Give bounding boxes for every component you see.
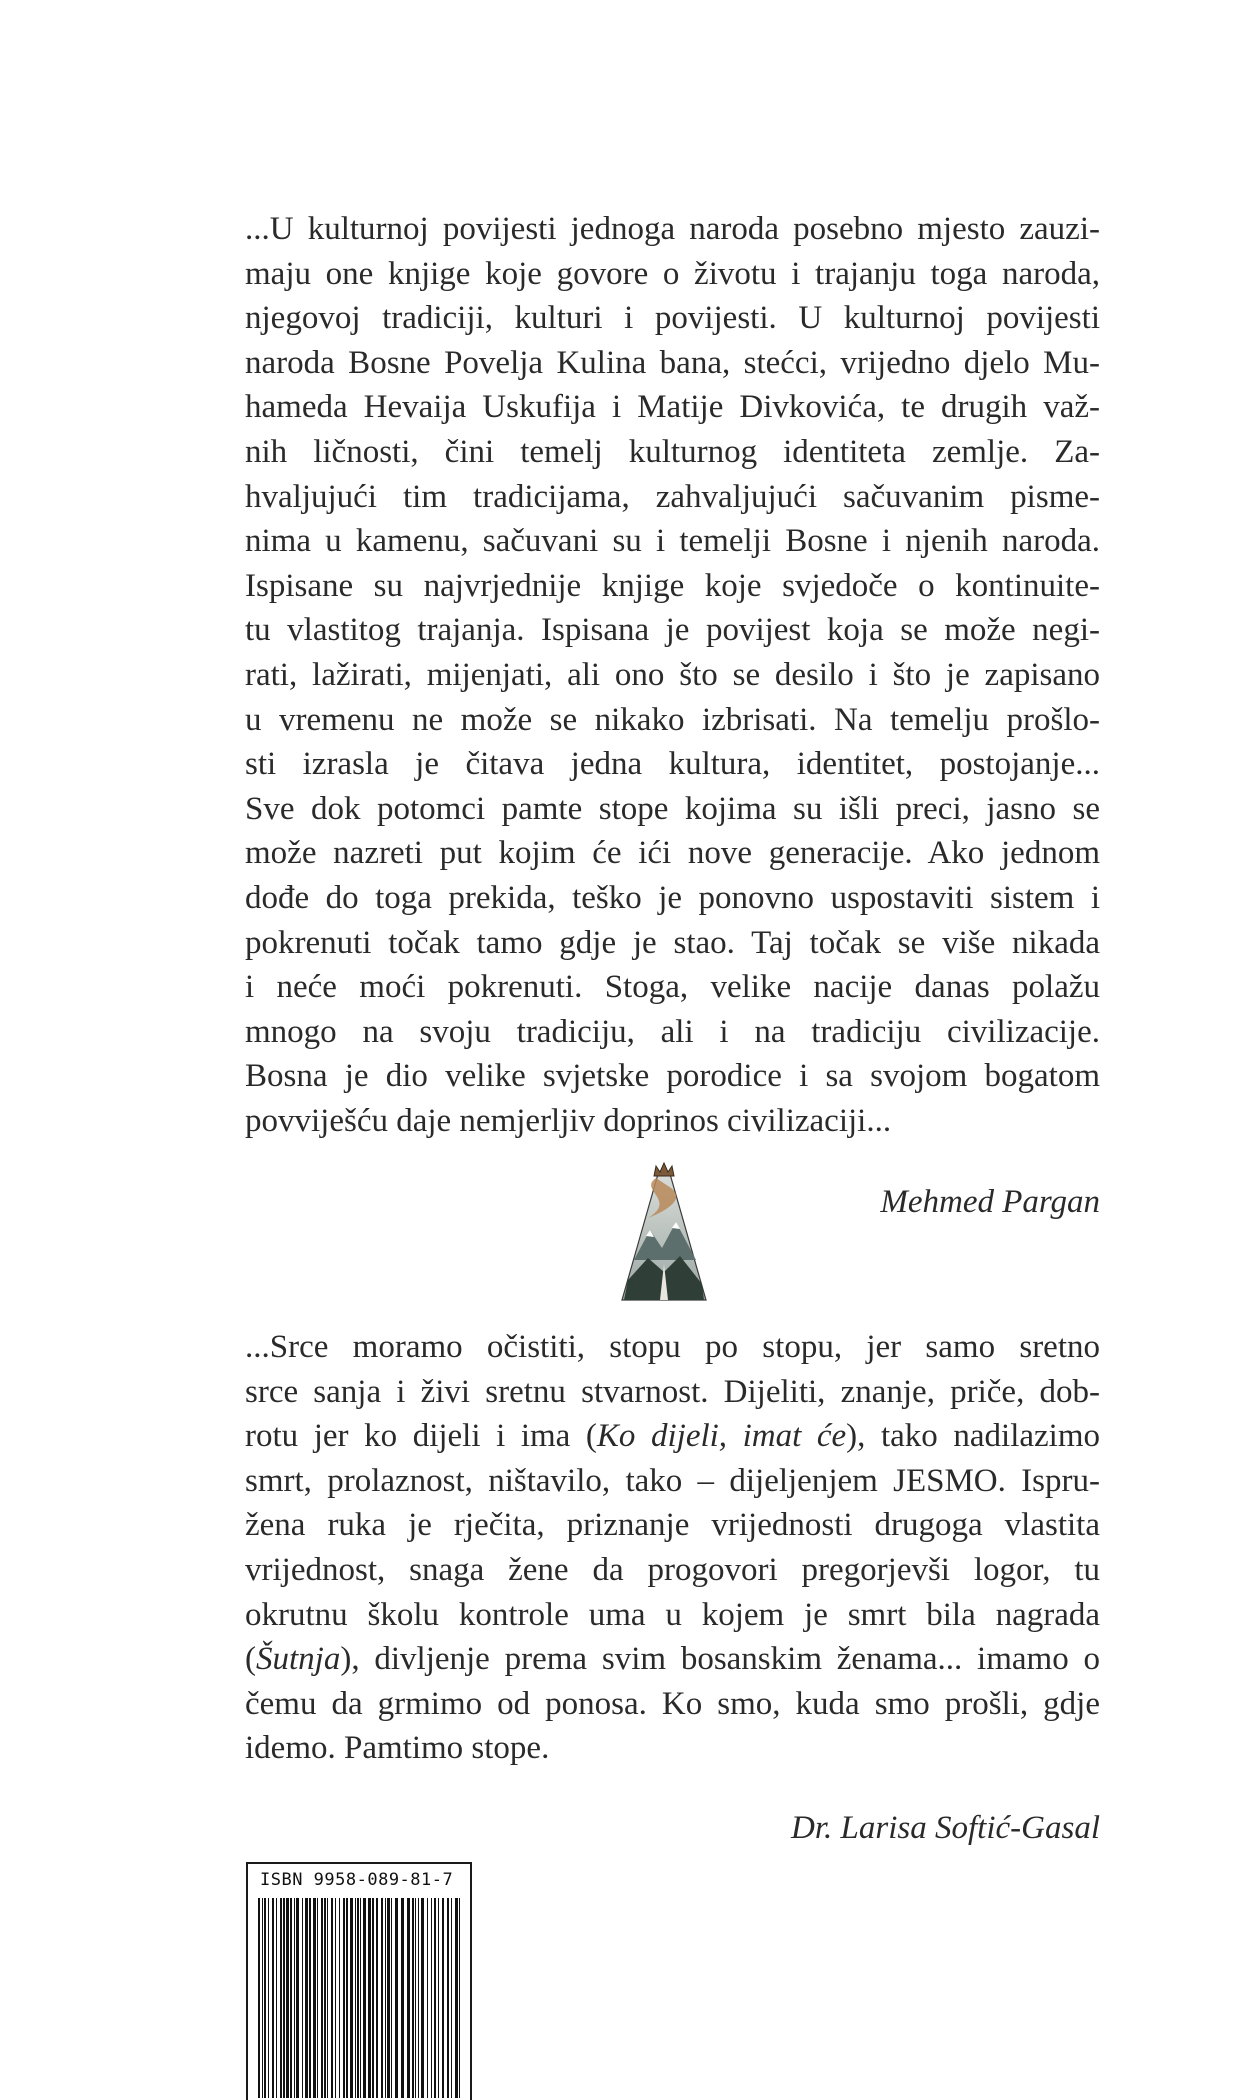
text-line: tu vlastitog trajanja. Ispisana je povijest koja se može negi- <box>245 612 1100 649</box>
text-line <box>245 1459 1100 1504</box>
text-line <box>245 1682 1100 1727</box>
text-line <box>245 1414 1100 1459</box>
text-segment: idemo. Pamtimo stope. <box>245 1730 550 1767</box>
text-segment: okrutnu školu kontrole uma u kojem je smrt bila nagrada <box>245 1596 1100 1633</box>
text-line: i neće moći pokrenuti. Stoga, velike nacije danas polažu <box>245 969 1100 1006</box>
italic-title: Ko dijeli, imat će <box>596 1418 847 1455</box>
text-line <box>245 1503 1100 1548</box>
text-line: Bosna je dio velike svjetske porodice i sa svojom bogatom <box>245 1058 1100 1095</box>
text-segment: žena ruka je rječita, priznanje vrijednosti drugoga vlastita <box>245 1507 1100 1544</box>
text-line: može nazreti put kojim će ići nove generacije. Ako jednom <box>245 835 1100 872</box>
text-segment: srce sanja i živi sretnu stvarnost. Dijeliti, znanje, priče, dob- <box>245 1373 1100 1410</box>
text-line: ...U kulturnoj povijesti jednoga naroda posebno mjesto zauzi- <box>245 211 1100 247</box>
text-line <box>245 1548 1100 1593</box>
text-line: u vremenu ne može se nikako izbrisati. Na temelju prošlo- <box>245 701 1100 738</box>
text-line: dođe do toga prekida, teško je ponovno uspostaviti sistem i <box>245 879 1100 916</box>
text-line <box>245 1370 1100 1415</box>
text-line <box>245 1325 1100 1370</box>
text-segment: ...Srce moramo očistiti, stopu po stopu, jer samo sretno <box>245 1329 1100 1365</box>
text-line: hameda Hevaija Uskufija i Matije Divkovića, te drugih važ- <box>245 389 1100 426</box>
text-segment: ), divljenje prema svim bosanskim ženama... imamo o <box>340 1641 1100 1678</box>
isbn-number: ISBN 9958-089-81-7 <box>260 1870 454 1890</box>
text-line: rati, lažirati, mijenjati, ali ono što se desilo i što je zapisano <box>245 656 1100 693</box>
quote-2 <box>245 1325 1100 1771</box>
text-line: naroda Bosne Povelja Kulina bana, stećci, vrijedno djelo Mu- <box>245 344 1100 381</box>
barcode-icon <box>256 1898 464 2098</box>
text-line: njegovoj tradiciji, kulturi i povijesti. U kulturnoj povijesti <box>245 300 1100 337</box>
author-mehmed-pargan: Mehmed Pargan <box>880 1184 1100 1220</box>
text-segment: čemu da grmimo od ponosa. Ko smo, kuda smo prošli, gdje <box>245 1685 1100 1722</box>
text-segment: rotu jer ko dijeli i ima ( <box>245 1418 597 1455</box>
text-line <box>245 1637 1100 1682</box>
text-line: Ispisane su najvrjednije knjige koje svjedoče o kontinuite- <box>245 567 1100 604</box>
text-line <box>245 1593 1100 1638</box>
author-larisa-softic-gasal: Dr. Larisa Softić-Gasal <box>791 1810 1100 1846</box>
text-line: maju one knjige koje govore o životu i trajanju toga naroda, <box>245 255 1100 292</box>
text-line: hvaljujući tim tradicijama, zahvaljujući sačuvanim pismе- <box>245 478 1100 515</box>
text-line: Sve dok potomci pamte stope kojima su išli preci, jasno se <box>245 790 1100 827</box>
emblem-icon <box>618 1160 710 1308</box>
text-line: sti izrasla je čitava jedna kultura, identitet, postojanje... <box>245 746 1100 783</box>
quote-1 <box>245 207 1100 1143</box>
text-line: mnogo na svoju tradiciju, ali i na tradiciju civilizacije. <box>245 1013 1100 1050</box>
text-segment: smrt, prolaznost, ništavilo, tako – dijeljenjem JESMO. Ispru- <box>245 1462 1100 1499</box>
text-line <box>245 1726 1100 1771</box>
text-segment: ), tako nadilazimo <box>846 1418 1100 1455</box>
text-line: pokrenuti točak tamo gdje je stao. Taj točak se više nikada <box>245 924 1100 961</box>
text-line: povviješću daje nemjerljiv doprinos civilizaciji... <box>245 1102 892 1139</box>
italic-title: Šutnja <box>256 1641 341 1678</box>
barcode-label <box>246 1862 472 2100</box>
text-line: nima u kamenu, sačuvani su i temelji Bosne i njenih naroda. <box>245 523 1100 560</box>
text-segment: ( <box>245 1641 256 1678</box>
text-line: nih ličnosti, čini temelj kulturnog identiteta zemlje. Za- <box>245 433 1100 470</box>
text-segment: vrijednost, snaga žene da progovori pregorjevši logor, tu <box>245 1551 1100 1588</box>
